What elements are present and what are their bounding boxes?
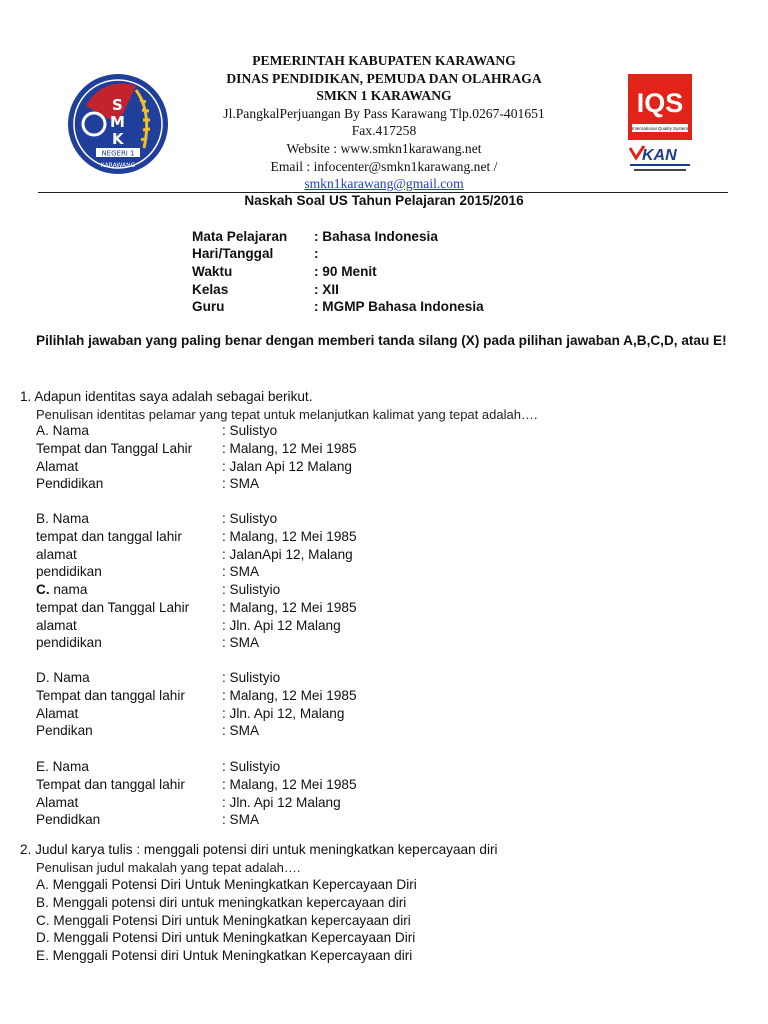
option-field-value: : Jalan Api 12 Malang xyxy=(222,458,352,474)
option-field-label: Pendikan xyxy=(36,723,93,739)
option-field-label-text: nama xyxy=(49,582,88,597)
option-field-label: Alamat xyxy=(36,794,79,810)
option-field-value: : Malang, 12 Mei 1985 xyxy=(222,528,357,544)
option-field-label: pendidikan xyxy=(36,635,102,651)
answer-option: B. Menggali potensi diri untuk meningkatkan kepercayaan diri xyxy=(36,894,407,910)
school-name: SMKN 1 KARAWANG xyxy=(316,88,452,104)
option-field-value: : Jln. Api 12 Malang xyxy=(222,617,341,633)
option-field-value: : Jln. Api 12 Malang xyxy=(222,794,341,810)
option-field-label: Tempat dan tanggal lahir xyxy=(36,776,185,792)
question-2-text: 2. Judul karya tulis : menggali potensi diri untuk meningkatkan kepercayaan diri xyxy=(20,842,498,857)
option-field-value: : Sulistyio xyxy=(222,582,281,597)
letterhead-text xyxy=(200,52,568,193)
option-field-label: Pendidikan xyxy=(36,476,104,492)
option-field-value: : JalanApi 12, Malang xyxy=(222,546,353,562)
meta-label: Waktu xyxy=(192,264,233,279)
kan-logo-text: KAN xyxy=(642,147,677,164)
school-email: Email : infocenter@smkn1karawang.net / xyxy=(270,158,498,174)
answer-option: E. Menggali Potensi diri Untuk Meningkatkan Kepercayaan diri xyxy=(36,948,413,964)
option-field-value: : Malang, 12 Mei 1985 xyxy=(222,776,357,792)
iqs-logo-caption: International Quality System xyxy=(631,126,689,131)
option-field-label: B. Nama xyxy=(36,511,89,526)
option-field-label: Alamat xyxy=(36,705,79,721)
option-field-label: tempat dan tanggal lahir xyxy=(36,528,182,544)
logo-letter-k: K xyxy=(112,130,124,148)
option-field-label xyxy=(36,582,87,597)
iqs-certification-logo xyxy=(626,74,696,176)
meta-value: : MGMP Bahasa Indonesia xyxy=(314,299,484,314)
option-field-value: : SMA xyxy=(222,812,260,828)
option-field-value: : Sulistyio xyxy=(222,670,281,685)
school-website: Website : www.smkn1karawang.net xyxy=(286,140,482,156)
option-field-label: tempat dan Tanggal Lahir xyxy=(36,599,190,615)
meta-label: Mata Pelajaran xyxy=(192,229,288,244)
option-field-label: A. Nama xyxy=(36,423,89,438)
option-field-value: : Malang, 12 Mei 1985 xyxy=(222,599,357,615)
instruction-text: Pilihlah jawaban yang paling benar dengan memberi tanda silang (X) pada pilihan jawaban A,B,C,D, atau E! xyxy=(36,333,727,348)
iqs-logo-text: IQS xyxy=(636,88,684,118)
option-field-label: Pendidkan xyxy=(36,812,101,828)
option-field-value: : Sulistyio xyxy=(222,759,281,774)
option-field-value: : SMA xyxy=(222,476,260,492)
meta-label: Hari/Tanggal xyxy=(192,246,274,261)
logo-letter-s: S xyxy=(112,96,123,114)
smk-school-logo xyxy=(66,72,170,176)
option-field-label: pendidikan xyxy=(36,564,102,580)
meta-value: : XII xyxy=(314,282,339,297)
option-field-value: : SMA xyxy=(222,564,260,580)
document-title: Naskah Soal US Tahun Pelajaran 2015/2016 xyxy=(244,193,524,208)
option-field-label: Alamat xyxy=(36,458,79,474)
letterhead xyxy=(0,0,768,196)
option-field-value: : Sulistyo xyxy=(222,511,278,526)
logo-arc-text: KARAWANG xyxy=(100,162,136,169)
option-field-label: Tempat dan Tanggal Lahir xyxy=(36,440,193,456)
option-field-value: : SMA xyxy=(222,635,260,651)
logo-banner: NEGERI 1 xyxy=(101,149,135,158)
option-field-value: : Sulistyo xyxy=(222,423,278,438)
meta-label: Kelas xyxy=(192,282,229,297)
school-email-link[interactable]: smkn1karawang@gmail.com xyxy=(304,176,464,192)
school-fax: Fax.417258 xyxy=(351,123,417,139)
answer-option: A. Menggali Potensi Diri Untuk Meningkatkan Kepercayaan Diri xyxy=(36,877,417,892)
agency-name: DINAS PENDIDIKAN, PEMUDA DAN OLAHRAGA xyxy=(226,70,542,86)
answer-option: D. Menggali Potensi Diri untuk Meningkatkan Kepercayaan Diri xyxy=(36,930,416,946)
question-1-text: 1. Adapun identitas saya adalah sebagai berikut. xyxy=(20,389,313,404)
answer-option: C. Menggali Potensi Diri untuk Meningkatkan kepercayaan diri xyxy=(36,912,411,928)
option-field-value: : Jln. Api 12, Malang xyxy=(222,705,345,721)
meta-value: : 90 Menit xyxy=(314,264,377,279)
option-field-label: E. Nama xyxy=(36,759,89,774)
option-field-label: alamat xyxy=(36,546,77,562)
gov-name: PEMERINTAH KABUPATEN KARAWANG xyxy=(252,53,516,68)
option-field-label: D. Nama xyxy=(36,670,90,685)
option-field-value: : Malang, 12 Mei 1985 xyxy=(222,687,357,703)
option-field-label: alamat xyxy=(36,617,77,633)
meta-value: : Bahasa Indonesia xyxy=(314,229,438,244)
question-1-prompt: Penulisan identitas pelamar yang tepat untuk melanjutkan kalimat yang tepat adalah…. xyxy=(36,407,538,422)
school-address: Jl.PangkalPerjuangan By Pass Karawang Tlp.0267-401651 xyxy=(223,105,545,121)
option-letter: C. xyxy=(36,582,50,597)
logo-letter-m: M xyxy=(110,113,125,131)
option-field-label: Tempat dan tanggal lahir xyxy=(36,687,185,703)
option-field-value: : Malang, 12 Mei 1985 xyxy=(222,440,357,456)
meta-value: : xyxy=(314,246,319,261)
question-2-prompt: Penulisan judul makalah yang tepat adalah…. xyxy=(36,860,301,875)
option-field-value: : SMA xyxy=(222,723,260,739)
meta-label: Guru xyxy=(192,299,225,314)
